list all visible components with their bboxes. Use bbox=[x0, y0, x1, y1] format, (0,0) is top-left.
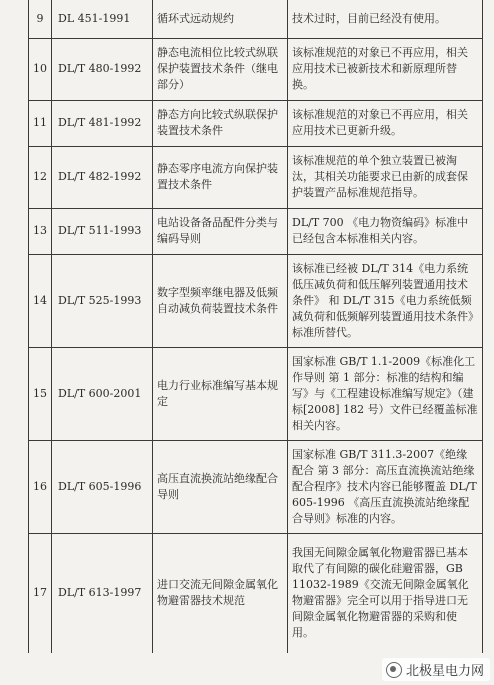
abolished-standards-table bbox=[28, 0, 483, 653]
abolish-reason: 技术过时，目前已经没有使用。 bbox=[288, 0, 483, 38]
standard-code: DL/T 600-2001 bbox=[52, 347, 153, 440]
abolish-reason: 该标准规范的对象已不再应用，相关应用技术已更新升级。 bbox=[288, 100, 483, 146]
standard-title: 静态方向比较式纵联保护装置技术条件 bbox=[153, 100, 288, 146]
standards-table-page bbox=[28, 0, 478, 685]
row-number: 16 bbox=[29, 440, 52, 533]
table-row bbox=[29, 533, 483, 653]
row-number: 17 bbox=[29, 533, 52, 653]
abolish-reason: 国家标准 GB/T 311.3-2007《绝缘配合 第 3 部分：高压直流换流站绝缘配合程序》技术内容已能够覆盖 DL/T 605-1996 《高压直流换流站绝缘配合导则》标准的内容。 bbox=[288, 440, 483, 533]
row-number: 12 bbox=[29, 146, 52, 208]
abolish-reason: DL/T 700 《电力物资编码》标准中已经包含本标准相关内容。 bbox=[288, 208, 483, 254]
standard-code: DL 451-1991 bbox=[52, 0, 153, 38]
abolish-reason: 我国无间隙金属氧化物避雷器已基本取代了有间隙的碳化硅避雷器，GB 11032-1989《交流无间隙金属氧化物避雷器》完全可以用于指导进口无间隙金属氧化物避雷器的采购和使用。 bbox=[288, 533, 483, 653]
abolish-reason: 该标准规范的单个独立装置已被淘汰，其相关功能要求已由新的成套保护装置产品标准规范指导。 bbox=[288, 146, 483, 208]
row-number: 10 bbox=[29, 38, 52, 100]
standard-title: 静态电流相位比较式纵联保护装置技术条件（继电部分） bbox=[153, 38, 288, 100]
watermark-text: 北极星电力网 bbox=[405, 664, 484, 679]
standard-title: 电力行业标准编写基本规定 bbox=[153, 347, 288, 440]
standard-title: 静态零序电流方向保护装置技术条件 bbox=[153, 146, 288, 208]
table-row bbox=[29, 100, 483, 146]
standard-code: DL/T 525-1993 bbox=[52, 254, 153, 347]
abolish-reason: 国家标准 GB/T 1.1-2009《标准化工作导则 第 1 部分：标准的结构和编写》与《工程建设标准编写规定》（建标[2008] 182 号）文件已经覆盖标准相关内容。 bbox=[288, 347, 483, 440]
standard-title: 电站设备备品配件分类与编码导则 bbox=[153, 208, 288, 254]
standard-title: 高压直流换流站绝缘配合导则 bbox=[153, 440, 288, 533]
table-row bbox=[29, 208, 483, 254]
table-row bbox=[29, 0, 483, 38]
standard-code: DL/T 613-1997 bbox=[52, 533, 153, 653]
standard-code: DL/T 480-1992 bbox=[52, 38, 153, 100]
abolish-reason: 该标准规范的对象已不再应用，相关应用技术已被新技术和新原理所替换。 bbox=[288, 38, 483, 100]
row-number: 14 bbox=[29, 254, 52, 347]
standard-code: DL/T 605-1996 bbox=[52, 440, 153, 533]
standard-code: DL/T 481-1992 bbox=[52, 100, 153, 146]
standard-title: 循环式远动规约 bbox=[153, 0, 288, 38]
row-number: 13 bbox=[29, 208, 52, 254]
standard-title: 数字型频率继电器及低频自动减负荷装置技术条件 bbox=[153, 254, 288, 347]
standard-title: 进口交流无间隙金属氧化物避雷器技术规范 bbox=[153, 533, 288, 653]
standard-code: DL/T 511-1993 bbox=[52, 208, 153, 254]
row-number: 15 bbox=[29, 347, 52, 440]
abolish-reason: 该标准已经被 DL/T 314《电力系统低压减负荷和低压解列装置通用技术条件》 和 DL/T 315《电力系统低频减负荷和低频解列装置通用技术条件》标准所替代。 bbox=[288, 254, 483, 347]
standard-code: DL/T 482-1992 bbox=[52, 146, 153, 208]
table-row bbox=[29, 440, 483, 533]
table-row bbox=[29, 254, 483, 347]
table-row bbox=[29, 38, 483, 100]
watermark bbox=[382, 658, 490, 681]
row-number: 9 bbox=[29, 0, 52, 38]
wechat-circle-icon bbox=[386, 662, 402, 678]
table-row bbox=[29, 347, 483, 440]
row-number: 11 bbox=[29, 100, 52, 146]
table-row bbox=[29, 146, 483, 208]
